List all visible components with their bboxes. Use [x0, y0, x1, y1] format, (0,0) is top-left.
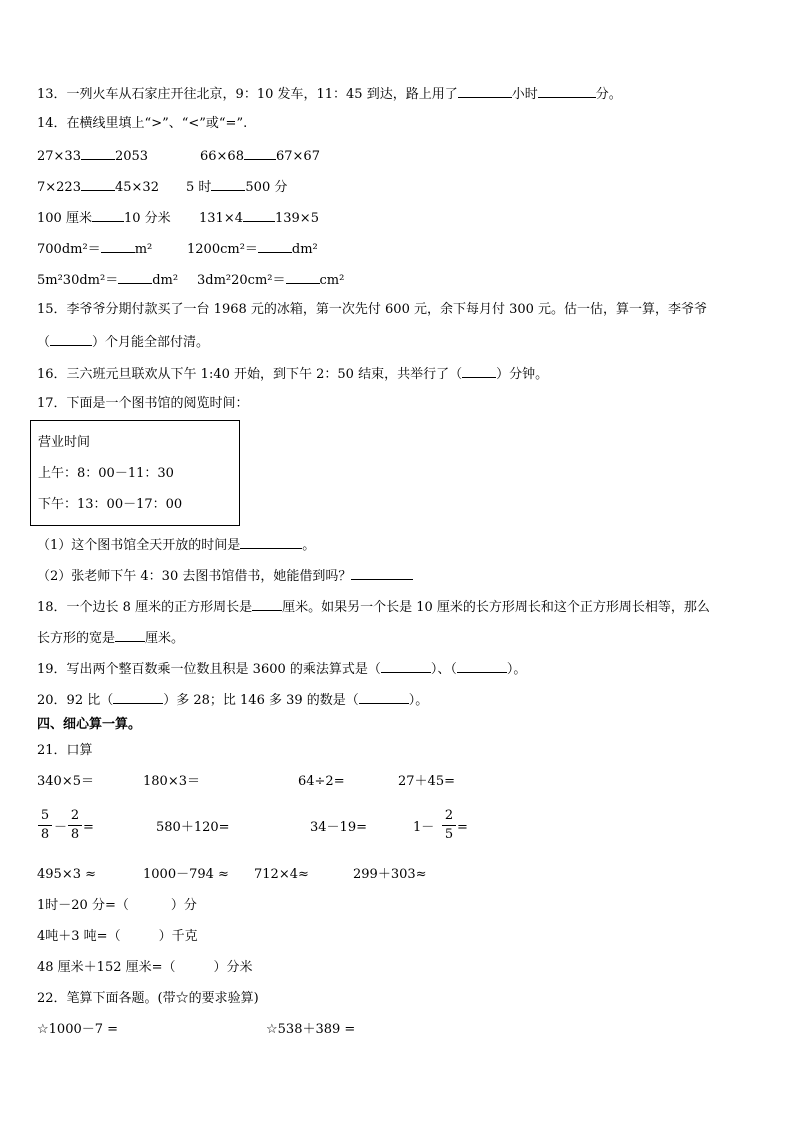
denominator: 5: [444, 827, 454, 842]
q13-blank-hours[interactable]: [458, 85, 512, 98]
q18-text2: 厘米。如果另一个长是 10 厘米的长方形周长和这个正方形周长相等，那么: [282, 600, 710, 615]
q17-title: 17．下面是一个图书馆的阅览时间：: [37, 396, 249, 411]
denominator: 8: [70, 827, 80, 842]
q14-blank[interactable]: [101, 240, 135, 253]
q14-row5-left: [37, 271, 178, 289]
q20-text1: 20．92 比（: [37, 693, 114, 708]
q14-blank[interactable]: [286, 271, 320, 284]
q14-r4a: 700dm²＝: [37, 242, 101, 257]
q14-blank[interactable]: [211, 178, 245, 191]
q20-end: ）。: [408, 693, 429, 708]
q16-text: 16．三六班元旦联欢从下午 1:40 开始，到下午 2：50 结束，共举行了（: [37, 367, 463, 382]
q18-line2: [37, 629, 184, 647]
denominator: 8: [40, 827, 50, 842]
q15-blank[interactable]: [50, 333, 92, 346]
q14-r5c: 3dm²20cm²＝: [197, 273, 286, 288]
q13-mid: 小时: [511, 87, 538, 102]
q14-row2-left: [37, 178, 159, 196]
q17-sub2: [37, 567, 413, 585]
q14-r1a: 27×33: [37, 149, 81, 164]
q19-blank2[interactable]: [457, 660, 507, 673]
equals-sign: =: [83, 820, 94, 835]
q14-title: 14．在横线里填上“>”、“<”或“=”.: [37, 116, 248, 131]
q16-line: [37, 365, 548, 383]
q14-row3-right: [199, 209, 319, 227]
q21-r3-2: 1000－794 ≈: [143, 867, 229, 882]
box-title: 营业时间: [38, 435, 91, 450]
q20-text2: ）多 28；比 146 多 39 的数是（: [163, 693, 359, 708]
q21-r1-4: 27＋45=: [398, 774, 455, 789]
q21-r5: [37, 929, 198, 945]
q14-r3c: 131×4: [199, 211, 243, 226]
q21-r6: [37, 960, 253, 976]
q17-sub2-blank[interactable]: [351, 567, 413, 580]
q22-b: ☆538＋389 =: [266, 1022, 356, 1037]
q20-line: [37, 691, 428, 709]
q16-blank[interactable]: [462, 365, 496, 378]
q14-row1-left: [37, 147, 148, 165]
q14-row3-left: [37, 209, 171, 227]
q14-r2d: 500 分: [245, 180, 288, 195]
q18-text1: 18．一个边长 8 厘米的正方形周长是: [37, 600, 253, 615]
q13-text: 13．一列火车从石家庄开往北京，9：10 发车，11：45 到达，路上用了: [37, 87, 458, 102]
q21-r1-1: 340×5＝: [37, 774, 94, 789]
q17-sub2-text: （2）张老师下午 4：30 去图书馆借书，她能借到吗？: [37, 569, 352, 584]
q14-r1d: 67×67: [275, 149, 320, 164]
q14-r4c: 1200cm²＝: [187, 242, 258, 257]
q22-a: ☆1000－7 =: [37, 1022, 119, 1037]
numerator: 2: [70, 808, 80, 823]
q21-r1-2: 180×3＝: [143, 774, 200, 789]
q14-blank[interactable]: [243, 209, 275, 222]
q14-r2b: 45×32: [114, 180, 159, 195]
q19-blank1[interactable]: [381, 660, 431, 673]
q14-r3a: 100 厘米: [37, 211, 92, 226]
q21-r2-3: 34－19=: [310, 820, 367, 835]
q21-r5-text: 4吨＋3 吨=（: [37, 929, 121, 944]
q21-r4: [37, 898, 197, 914]
q13-end: 分。: [595, 87, 622, 102]
q14-row5-right: [197, 271, 344, 289]
q14-blank[interactable]: [92, 209, 124, 222]
q13-line: [37, 85, 622, 103]
q14-row4-right: [187, 240, 318, 258]
q14-blank[interactable]: [258, 240, 292, 253]
q13-blank-minutes[interactable]: [538, 85, 596, 98]
q17-sub1-end: 。: [302, 538, 316, 553]
q15-end: ）个月能全部付清。: [92, 335, 210, 350]
q14-r5a: 5m²30dm²＝: [37, 273, 119, 288]
q20-blank1[interactable]: [113, 691, 163, 704]
q14-r1c: 66×68: [200, 149, 244, 164]
fraction-5-8: [38, 808, 52, 843]
box-morning: 上午：8：00－11：30: [38, 466, 174, 481]
q21-r4-end: ）分: [170, 898, 197, 913]
q17-sub1-text: （1）这个图书馆全天开放的时间是: [37, 538, 241, 553]
numerator: 5: [40, 808, 50, 823]
q14-r5d: cm²: [319, 273, 345, 288]
q21-title: 21．口算: [37, 743, 93, 758]
q14-r5b: dm²: [152, 273, 179, 288]
q21-r2-4-prefix: 1－: [413, 820, 435, 835]
q20-blank2[interactable]: [359, 691, 409, 704]
q15-line2: [37, 333, 209, 351]
q14-r3b: 10 分米: [123, 211, 171, 226]
q18-line1: [37, 598, 710, 616]
q21-r3-1: 495×3 ≈: [37, 867, 97, 882]
fraction-2-5: [442, 808, 456, 843]
q15-paren-open: （: [37, 335, 51, 350]
q21-r6-text: 48 厘米＋152 厘米=（: [37, 960, 176, 975]
fraction-2-8: [68, 808, 82, 843]
q14-r1b: 2053: [114, 149, 149, 164]
q14-row2-right: [186, 178, 287, 196]
q21-r1-3: 64÷2=: [298, 774, 345, 789]
q18-text3: 长方形的宽是: [37, 631, 116, 646]
q14-r4d: dm²: [291, 242, 318, 257]
numerator: 2: [444, 808, 454, 823]
q18-blank1[interactable]: [252, 598, 282, 611]
q19-line: [37, 660, 526, 678]
q14-r2a: 7×223: [37, 180, 81, 195]
q19-text: 19．写出两个整百数乘一位数且积是 3600 的乘法算式是（: [37, 662, 381, 677]
q21-r5-end: ）千克: [158, 929, 198, 944]
q19-sep: ）、（: [430, 662, 457, 677]
q21-r3-4: 299＋303≈: [353, 867, 427, 882]
q15-line1: 15．李爷爷分期付款买了一台 1968 元的冰箱，第一次先付 600 元，余下每月付 300 元。估一估，算一算，李爷爷: [37, 302, 708, 317]
minus-sign: －: [54, 820, 68, 835]
q16-end: ）分钟。: [496, 367, 549, 382]
section-4-heading: 四、细心算一算。: [37, 717, 142, 732]
q14-blank[interactable]: [81, 147, 115, 160]
q14-row1-right: [200, 147, 320, 165]
q17-sub1: [37, 536, 315, 554]
q14-row4-left: [37, 240, 152, 258]
q22-title: 22．笔算下面各题。(带☆的要求验算): [37, 991, 259, 1006]
box-afternoon: 下午：13：00－17：00: [38, 497, 183, 512]
q21-r4-text: 1时－20 分=（: [37, 898, 129, 913]
equals-sign: =: [457, 820, 468, 835]
q18-text4: 厘米。: [145, 631, 185, 646]
q14-r3d: 139×5: [274, 211, 319, 226]
q21-r2-2: 580＋120=: [156, 820, 230, 835]
q21-r3-3: 712×4≈: [254, 867, 309, 882]
q14-r4b: m²: [134, 242, 153, 257]
library-hours-box: [30, 420, 240, 526]
q14-blank[interactable]: [244, 147, 276, 160]
q19-end: ）。: [506, 662, 527, 677]
q14-blank[interactable]: [81, 178, 115, 191]
q14-r2c: 5 时: [186, 180, 212, 195]
q21-r6-end: ）分米: [213, 960, 253, 975]
q14-blank[interactable]: [118, 271, 152, 284]
q18-blank2[interactable]: [115, 629, 145, 642]
q17-sub1-blank[interactable]: [240, 536, 302, 549]
